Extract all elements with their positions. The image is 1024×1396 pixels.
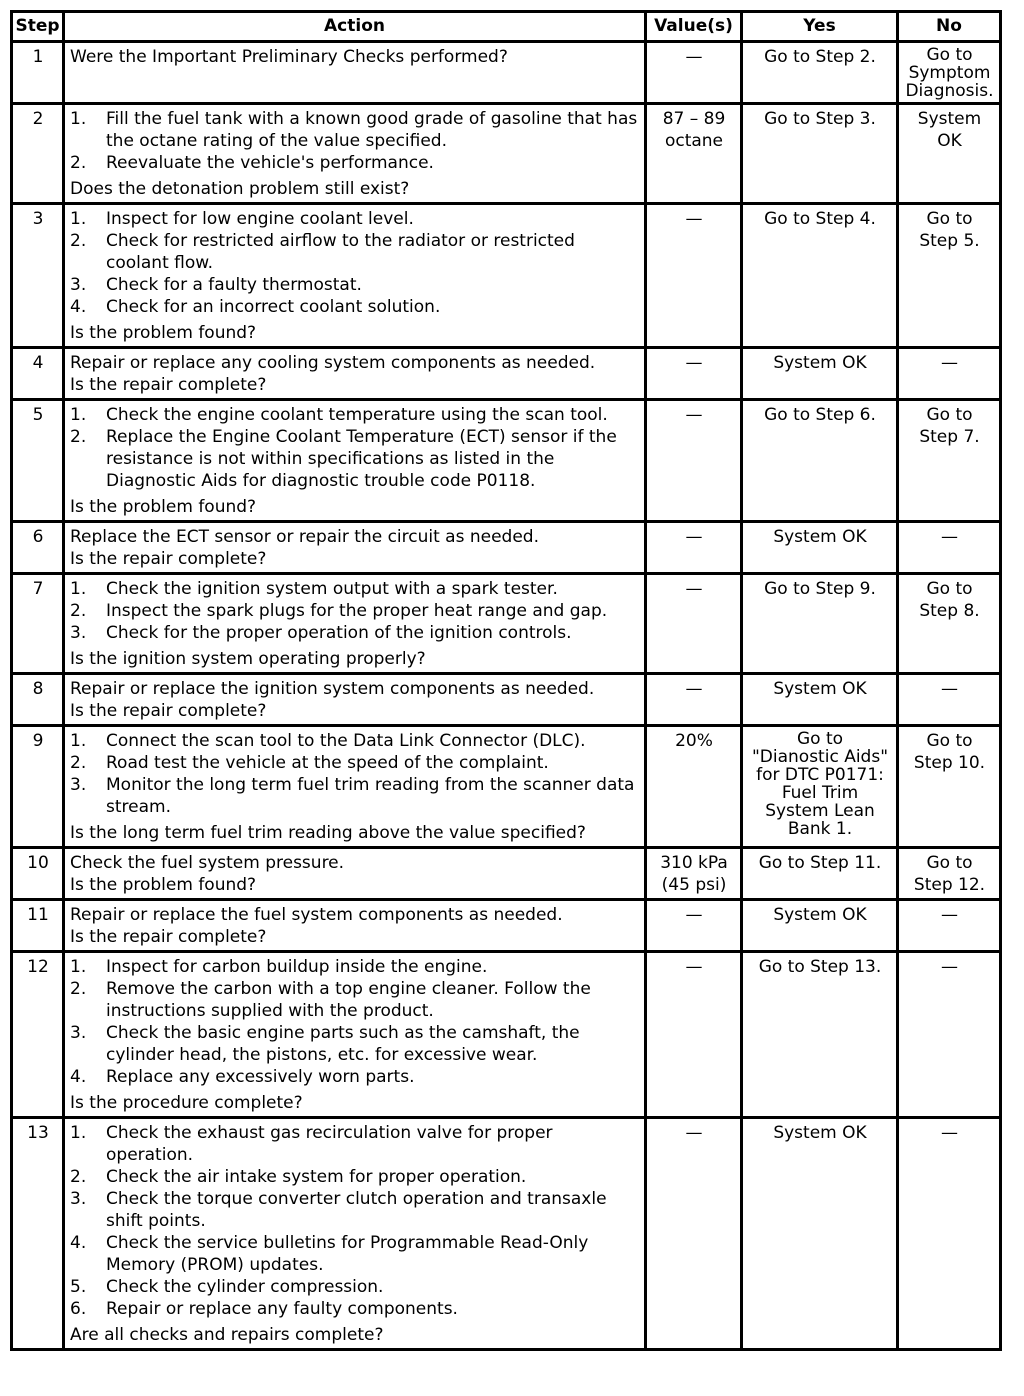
action-list-number: 4. bbox=[70, 1067, 87, 1087]
no-cell bbox=[898, 900, 1001, 952]
action-list-text: Check the exhaust gas recirculation valve for proper operation. bbox=[106, 1123, 553, 1165]
action-list-text: Check the basic engine parts such as the camshaft, the cylinder head, the pistons, etc. for excessive wear. bbox=[106, 1023, 580, 1065]
table-header-row bbox=[12, 12, 1001, 42]
value-line: — bbox=[685, 47, 703, 67]
yes-line: Go to Step 4. bbox=[764, 209, 876, 229]
yes-cell bbox=[742, 726, 898, 848]
action-list-number: 2. bbox=[70, 1167, 87, 1187]
value-line: — bbox=[685, 905, 703, 925]
action-cell bbox=[64, 1118, 646, 1350]
no-line: Go to bbox=[926, 731, 973, 751]
no-line: Step 12. bbox=[913, 875, 986, 895]
action-list-item bbox=[70, 774, 640, 818]
action-list-number: 3. bbox=[70, 775, 87, 795]
value-cell bbox=[646, 400, 742, 522]
yes-cell bbox=[742, 348, 898, 400]
action-list-number: 3. bbox=[70, 275, 87, 295]
action-list-item bbox=[70, 1022, 640, 1066]
table-row bbox=[12, 522, 1001, 574]
value-cell bbox=[646, 204, 742, 348]
action-list-text: Replace any excessively worn parts. bbox=[106, 1067, 415, 1087]
value-line: — bbox=[685, 679, 703, 699]
action-list-item bbox=[70, 1276, 640, 1298]
diagnostic-table-container bbox=[10, 10, 999, 1351]
yes-line: "Dianostic Aids" bbox=[751, 747, 889, 767]
action-question: Is the procedure complete? bbox=[70, 1093, 303, 1113]
header-no: No bbox=[898, 12, 1001, 42]
action-cell bbox=[64, 574, 646, 674]
yes-cell bbox=[742, 400, 898, 522]
no-cell bbox=[898, 400, 1001, 522]
no-line: System bbox=[917, 109, 982, 129]
action-list-number: 1. bbox=[70, 957, 87, 977]
table-row bbox=[12, 204, 1001, 348]
action-list-text: Check for an incorrect coolant solution. bbox=[106, 297, 441, 317]
action-list-text: Repair or replace any faulty components. bbox=[106, 1299, 458, 1319]
action-list-item bbox=[70, 730, 640, 752]
value-line: — bbox=[685, 957, 703, 977]
yes-cell bbox=[742, 1118, 898, 1350]
value-line: 20% bbox=[675, 731, 713, 751]
no-line: — bbox=[941, 353, 958, 373]
yes-line: Go to bbox=[796, 729, 844, 749]
action-list-number: 2. bbox=[70, 753, 87, 773]
step-number: 1 bbox=[12, 42, 64, 104]
yes-cell bbox=[742, 104, 898, 204]
header-yes: Yes bbox=[742, 12, 898, 42]
step-number: 7 bbox=[12, 574, 64, 674]
action-cell bbox=[64, 726, 646, 848]
action-list-item bbox=[70, 208, 640, 230]
action-list-text: Road test the vehicle at the speed of the complaint. bbox=[106, 753, 549, 773]
no-line: Go to bbox=[926, 45, 973, 65]
action-question: Does the detonation problem still exist? bbox=[70, 179, 410, 199]
no-cell bbox=[898, 1118, 1001, 1350]
no-line: Step 7. bbox=[919, 427, 980, 447]
yes-line: System OK bbox=[773, 679, 867, 699]
value-cell bbox=[646, 900, 742, 952]
action-list-text: Remove the carbon with a top engine cleaner. Follow the instructions supplied with the product. bbox=[106, 979, 591, 1021]
action-list bbox=[70, 956, 640, 1088]
value-cell bbox=[646, 726, 742, 848]
action-intro: Repair or replace the ignition system components as needed. bbox=[70, 679, 595, 699]
action-list bbox=[70, 578, 640, 644]
table-row bbox=[12, 726, 1001, 848]
action-list-text: Check the air intake system for proper operation. bbox=[106, 1167, 527, 1187]
value-cell bbox=[646, 42, 742, 104]
step-number: 13 bbox=[12, 1118, 64, 1350]
action-list-item bbox=[70, 978, 640, 1022]
value-line: 310 kPa bbox=[660, 853, 728, 873]
value-line: (45 psi) bbox=[661, 875, 727, 895]
action-list-number: 4. bbox=[70, 297, 87, 317]
table-row bbox=[12, 900, 1001, 952]
yes-line: System OK bbox=[773, 527, 867, 547]
no-line: Go to bbox=[926, 853, 973, 873]
step-number: 6 bbox=[12, 522, 64, 574]
step-number: 12 bbox=[12, 952, 64, 1118]
no-line: — bbox=[941, 679, 958, 699]
table-row bbox=[12, 400, 1001, 522]
yes-line: System OK bbox=[773, 353, 867, 373]
action-intro: Were the Important Preliminary Checks performed? bbox=[70, 47, 508, 67]
action-list bbox=[70, 1122, 640, 1320]
action-list-text: Check for the proper operation of the ignition controls. bbox=[106, 623, 572, 643]
action-list-item bbox=[70, 296, 640, 318]
table-row bbox=[12, 1118, 1001, 1350]
no-line: Diagnosis. bbox=[905, 81, 994, 101]
value-line: — bbox=[685, 405, 703, 425]
action-list-text: Check for a faulty thermostat. bbox=[106, 275, 362, 295]
action-intro: Check the fuel system pressure. bbox=[70, 853, 345, 873]
no-line: Step 8. bbox=[919, 601, 980, 621]
yes-line: System OK bbox=[773, 905, 867, 925]
yes-line: Go to Step 6. bbox=[764, 405, 876, 425]
action-list-text: Reevaluate the vehicle's performance. bbox=[106, 153, 434, 173]
yes-line: Go to Step 3. bbox=[764, 109, 876, 129]
yes-cell bbox=[742, 574, 898, 674]
step-number: 2 bbox=[12, 104, 64, 204]
action-list-item bbox=[70, 152, 640, 174]
no-cell bbox=[898, 42, 1001, 104]
action-list-item bbox=[70, 752, 640, 774]
yes-line: System Lean bbox=[765, 801, 875, 821]
value-line: — bbox=[685, 579, 703, 599]
action-cell bbox=[64, 522, 646, 574]
action-list-text: Check the engine coolant temperature using the scan tool. bbox=[106, 405, 608, 425]
yes-cell bbox=[742, 900, 898, 952]
value-line: 87 – 89 bbox=[662, 109, 726, 129]
action-list-number: 2. bbox=[70, 979, 87, 999]
action-list-number: 5. bbox=[70, 1277, 87, 1297]
action-list bbox=[70, 730, 640, 818]
step-number: 10 bbox=[12, 848, 64, 900]
yes-line: Go to Step 2. bbox=[764, 47, 876, 67]
value-cell bbox=[646, 674, 742, 726]
no-line: Go to bbox=[926, 209, 973, 229]
table-row bbox=[12, 104, 1001, 204]
no-cell bbox=[898, 952, 1001, 1118]
value-cell bbox=[646, 522, 742, 574]
action-list-item bbox=[70, 108, 640, 152]
action-list bbox=[70, 108, 640, 174]
no-cell bbox=[898, 726, 1001, 848]
action-cell bbox=[64, 104, 646, 204]
action-list-item bbox=[70, 1298, 640, 1320]
action-list-text: Replace the Engine Coolant Temperature (ECT) sensor if the resistance is not within specifications as listed in the Diagnostic Aids for diagnostic trouble code P0118. bbox=[106, 427, 617, 491]
action-list-number: 1. bbox=[70, 579, 87, 599]
yes-cell bbox=[742, 522, 898, 574]
no-line: — bbox=[941, 957, 958, 977]
step-number: 3 bbox=[12, 204, 64, 348]
action-list-number: 1. bbox=[70, 731, 87, 751]
no-line: — bbox=[941, 1123, 958, 1143]
action-list-number: 3. bbox=[70, 623, 87, 643]
value-line: octane bbox=[664, 131, 724, 151]
table-row bbox=[12, 848, 1001, 900]
action-list-number: 2. bbox=[70, 231, 87, 251]
yes-cell bbox=[742, 952, 898, 1118]
action-cell bbox=[64, 400, 646, 522]
action-list-number: 1. bbox=[70, 109, 87, 129]
action-question: Is the problem found? bbox=[70, 497, 257, 517]
action-list-text: Inspect the spark plugs for the proper heat range and gap. bbox=[106, 601, 608, 621]
yes-line: Go to Step 11. bbox=[758, 853, 882, 873]
action-list-text: Check the cylinder compression. bbox=[106, 1277, 384, 1297]
action-question: Are all checks and repairs complete? bbox=[70, 1325, 384, 1345]
yes-line: Bank 1. bbox=[787, 819, 853, 839]
action-list-text: Check the ignition system output with a spark tester. bbox=[106, 579, 558, 599]
action-list-number: 3. bbox=[70, 1023, 87, 1043]
no-line: Go to bbox=[926, 405, 973, 425]
yes-cell bbox=[742, 674, 898, 726]
action-list-item bbox=[70, 274, 640, 296]
no-cell bbox=[898, 104, 1001, 204]
action-list-item bbox=[70, 1122, 640, 1166]
action-cell bbox=[64, 42, 646, 104]
no-line: — bbox=[941, 905, 958, 925]
action-question: Is the repair complete? bbox=[70, 549, 267, 569]
action-list-item bbox=[70, 1232, 640, 1276]
yes-line: Go to Step 9. bbox=[764, 579, 876, 599]
no-line: OK bbox=[937, 131, 962, 151]
action-list-number: 1. bbox=[70, 405, 87, 425]
action-list-number: 1. bbox=[70, 1123, 87, 1143]
no-cell bbox=[898, 522, 1001, 574]
action-list-item bbox=[70, 404, 640, 426]
no-cell bbox=[898, 574, 1001, 674]
action-list-number: 3. bbox=[70, 1189, 87, 1209]
yes-cell bbox=[742, 848, 898, 900]
action-list-text: Connect the scan tool to the Data Link Connector (DLC). bbox=[106, 731, 586, 751]
action-question: Is the long term fuel trim reading above the value specified? bbox=[70, 823, 586, 843]
step-number: 9 bbox=[12, 726, 64, 848]
action-question: Is the repair complete? bbox=[70, 927, 267, 947]
no-line: — bbox=[941, 527, 958, 547]
action-list-item bbox=[70, 622, 640, 644]
action-list-item bbox=[70, 600, 640, 622]
step-number: 4 bbox=[12, 348, 64, 400]
header-values: Value(s) bbox=[646, 12, 742, 42]
action-list-text: Monitor the long term fuel trim reading from the scanner data stream. bbox=[106, 775, 635, 817]
action-intro: Replace the ECT sensor or repair the circuit as needed. bbox=[70, 527, 540, 547]
action-list-text: Inspect for carbon buildup inside the engine. bbox=[106, 957, 488, 977]
no-line: Step 5. bbox=[919, 231, 980, 251]
action-cell bbox=[64, 674, 646, 726]
action-list-item bbox=[70, 426, 640, 492]
action-list-text: Inspect for low engine coolant level. bbox=[106, 209, 414, 229]
action-list-number: 2. bbox=[70, 427, 87, 447]
diagnostic-table bbox=[10, 10, 1002, 1351]
no-line: Symptom bbox=[908, 63, 991, 83]
action-cell bbox=[64, 204, 646, 348]
no-cell bbox=[898, 348, 1001, 400]
action-list-number: 2. bbox=[70, 601, 87, 621]
no-cell bbox=[898, 204, 1001, 348]
table-body bbox=[12, 42, 1001, 1350]
action-question: Is the repair complete? bbox=[70, 701, 267, 721]
no-cell bbox=[898, 848, 1001, 900]
value-cell bbox=[646, 574, 742, 674]
no-line: Go to bbox=[926, 579, 973, 599]
action-list-text: Check for restricted airflow to the radiator or restricted coolant flow. bbox=[106, 231, 575, 273]
value-line: — bbox=[685, 209, 703, 229]
action-list-item bbox=[70, 1166, 640, 1188]
action-list-item bbox=[70, 230, 640, 274]
value-line: — bbox=[685, 353, 703, 373]
step-number: 11 bbox=[12, 900, 64, 952]
action-list-item bbox=[70, 1066, 640, 1088]
table-row bbox=[12, 348, 1001, 400]
action-intro: Repair or replace the fuel system components as needed. bbox=[70, 905, 563, 925]
action-cell bbox=[64, 848, 646, 900]
action-list-number: 6. bbox=[70, 1299, 87, 1319]
action-question: Is the repair complete? bbox=[70, 375, 267, 395]
action-cell bbox=[64, 952, 646, 1118]
value-cell bbox=[646, 848, 742, 900]
action-list-number: 4. bbox=[70, 1233, 87, 1253]
step-number: 5 bbox=[12, 400, 64, 522]
action-intro: Repair or replace any cooling system components as needed. bbox=[70, 353, 596, 373]
value-line: — bbox=[685, 1123, 703, 1143]
action-question: Is the problem found? bbox=[70, 323, 257, 343]
yes-line: Go to Step 13. bbox=[758, 957, 882, 977]
yes-line: System OK bbox=[773, 1123, 867, 1143]
no-cell bbox=[898, 674, 1001, 726]
header-step: Step bbox=[12, 12, 64, 42]
action-list bbox=[70, 208, 640, 318]
action-list-number: 2. bbox=[70, 153, 87, 173]
header-action: Action bbox=[64, 12, 646, 42]
value-cell bbox=[646, 104, 742, 204]
action-list-text: Check the service bulletins for Programmable Read-Only Memory (PROM) updates. bbox=[106, 1233, 589, 1275]
yes-cell bbox=[742, 42, 898, 104]
value-cell bbox=[646, 952, 742, 1118]
value-cell bbox=[646, 1118, 742, 1350]
table-row bbox=[12, 42, 1001, 104]
action-list-text: Check the torque converter clutch operation and transaxle shift points. bbox=[106, 1189, 607, 1231]
table-row bbox=[12, 674, 1001, 726]
action-list bbox=[70, 404, 640, 492]
action-list-number: 1. bbox=[70, 209, 87, 229]
action-list-text: Fill the fuel tank with a known good grade of gasoline that has the octane rating of the value specified. bbox=[106, 109, 638, 151]
action-cell bbox=[64, 900, 646, 952]
step-number: 8 bbox=[12, 674, 64, 726]
table-row bbox=[12, 574, 1001, 674]
action-question: Is the problem found? bbox=[70, 875, 257, 895]
value-line: — bbox=[685, 527, 703, 547]
yes-line: Fuel Trim bbox=[781, 783, 859, 803]
value-cell bbox=[646, 348, 742, 400]
no-line: Step 10. bbox=[913, 753, 986, 773]
action-list-item bbox=[70, 956, 640, 978]
table-row bbox=[12, 952, 1001, 1118]
action-cell bbox=[64, 348, 646, 400]
yes-cell bbox=[742, 204, 898, 348]
action-question: Is the ignition system operating properly? bbox=[70, 649, 426, 669]
yes-line: for DTC P0171: bbox=[756, 765, 884, 785]
action-list-item bbox=[70, 578, 640, 600]
action-list-item bbox=[70, 1188, 640, 1232]
